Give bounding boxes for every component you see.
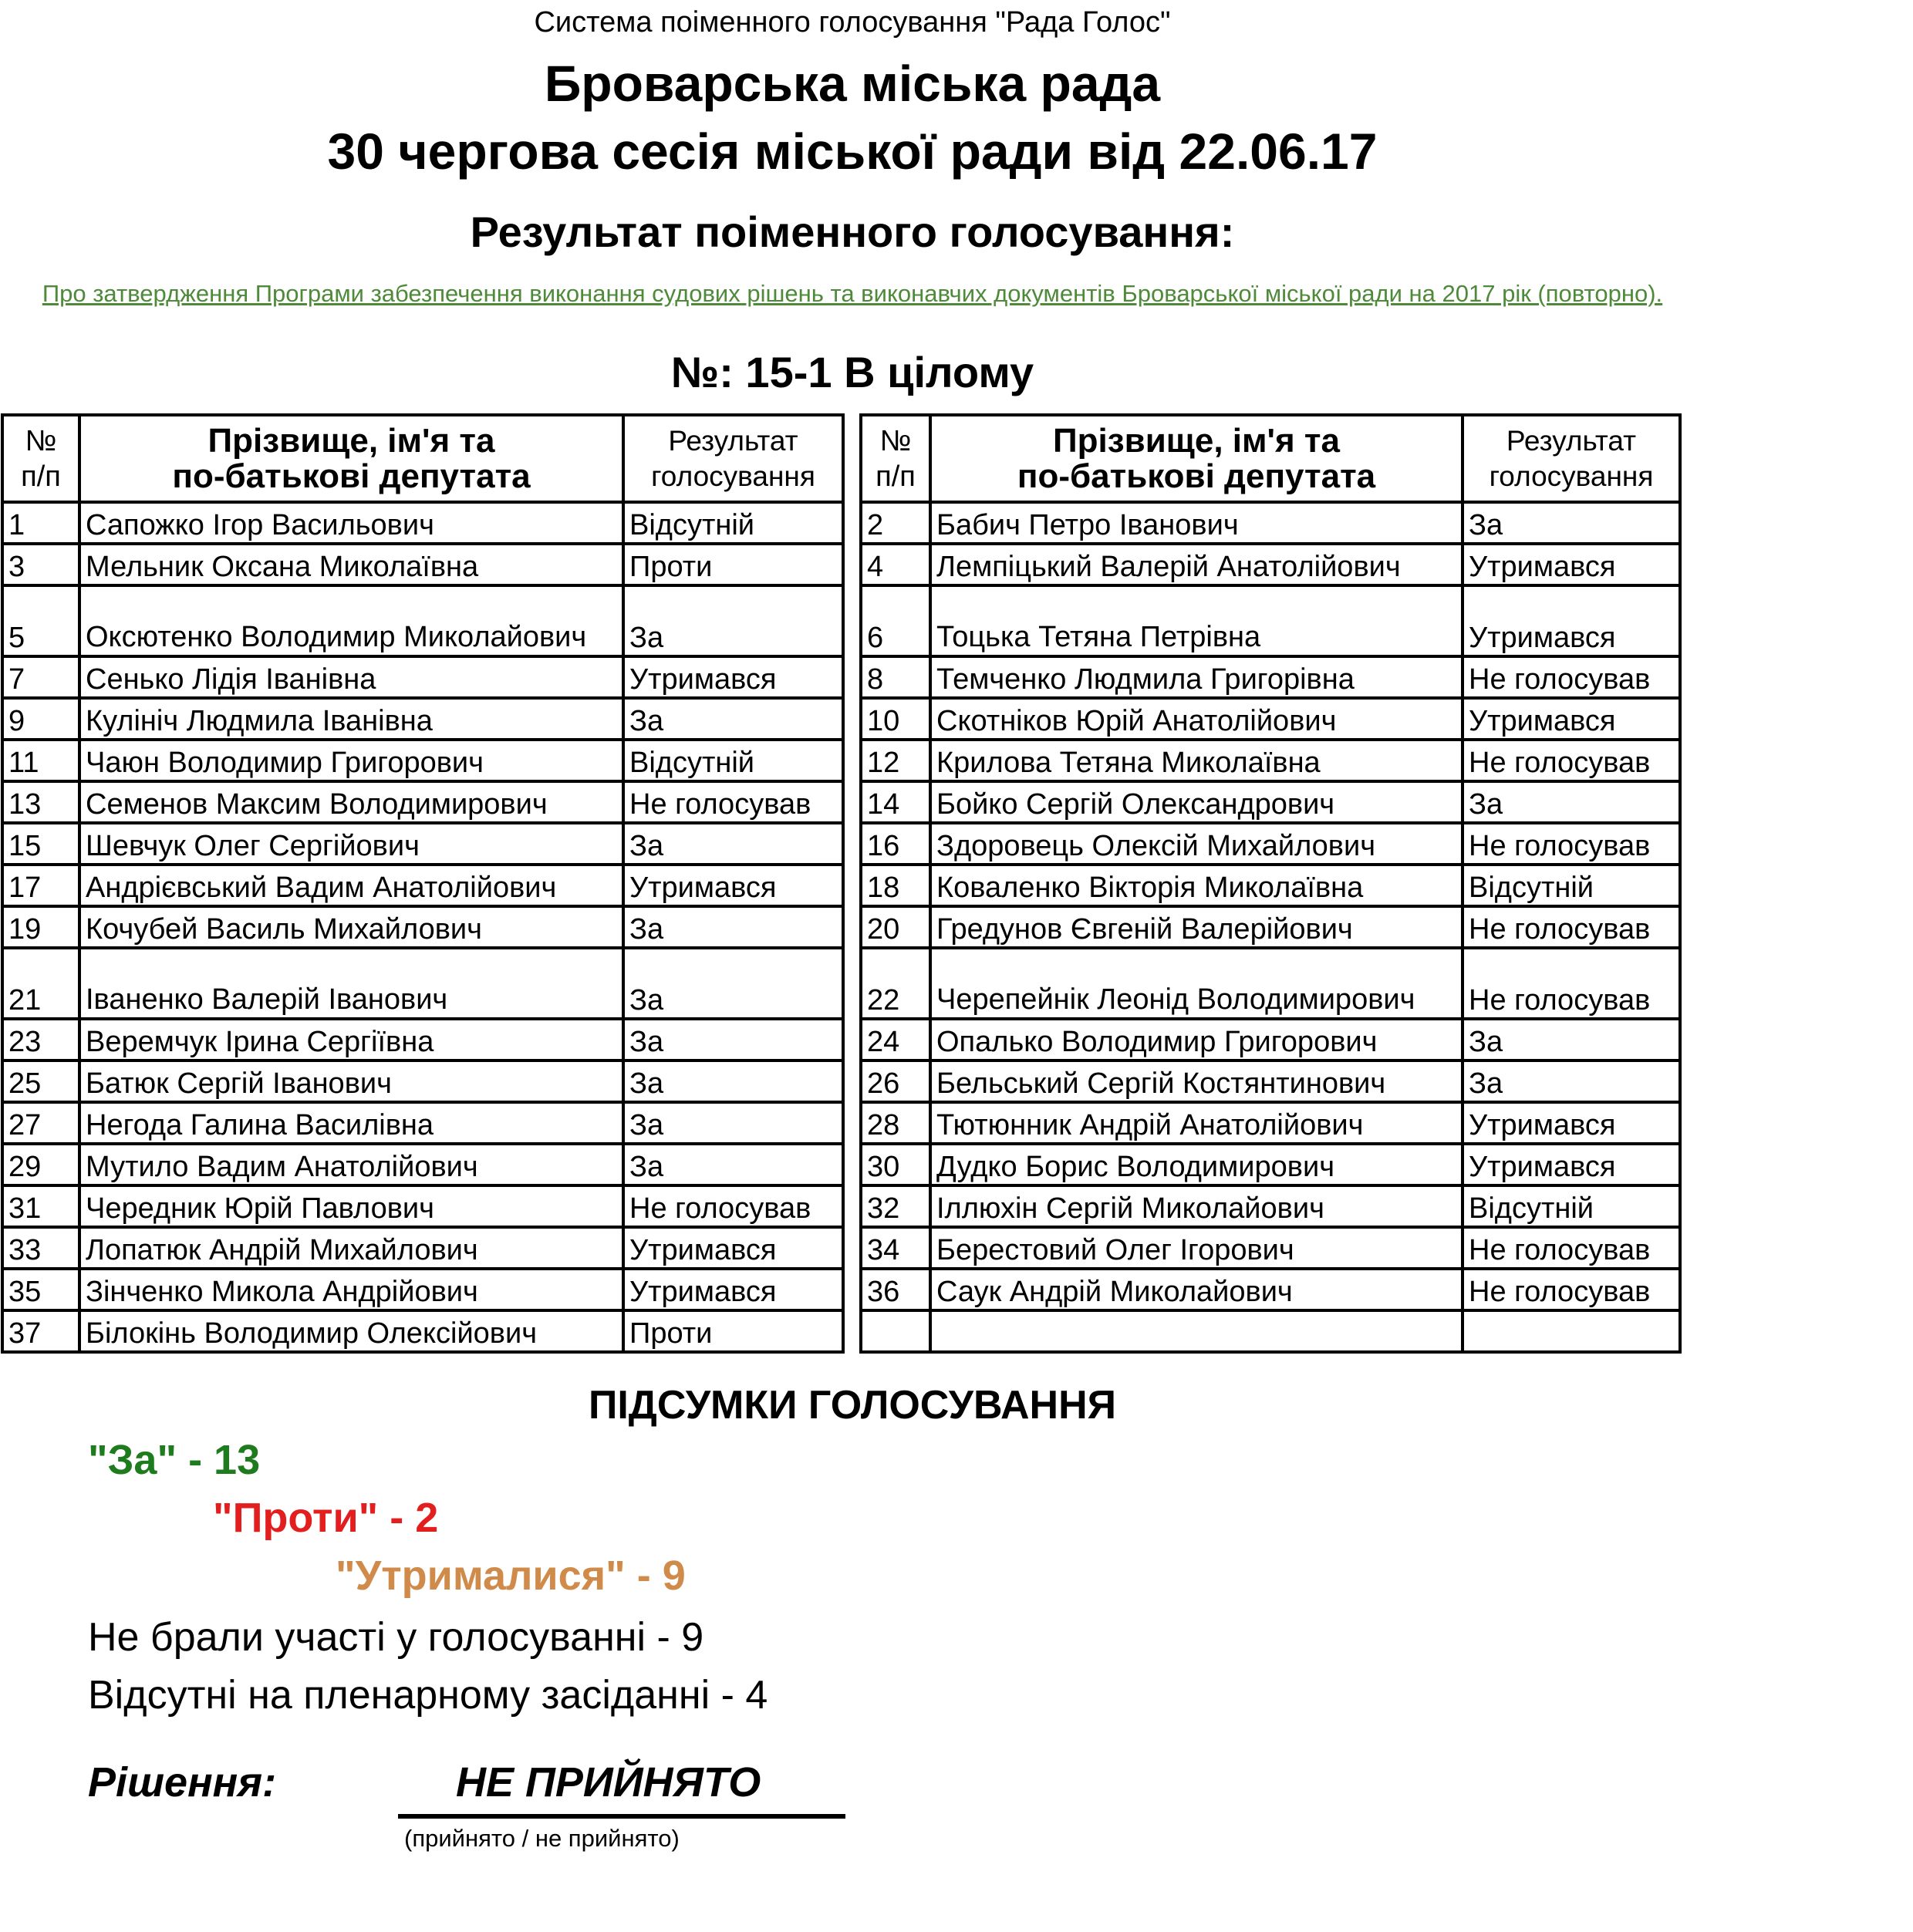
cell-name: Тютюнник Андрій Анатолійович [930, 1102, 1463, 1144]
col-header-result [1463, 415, 1680, 502]
cell-num: 21 [2, 948, 79, 1019]
cell-name: Веремчук Ірина Сергіївна [79, 1019, 623, 1060]
summary-title: ПІДСУМКИ ГОЛОСУВАННЯ [588, 1383, 1117, 1428]
decision-label: Рішення: [88, 1759, 277, 1806]
table-row [2, 1144, 843, 1185]
col-header-result-line1: Результат [668, 424, 798, 457]
table-row [2, 1227, 843, 1269]
cell-num: 14 [861, 781, 930, 823]
cell-name: Тоцька Тетяна Петрівна [930, 585, 1463, 656]
cell-num: 27 [2, 1102, 79, 1144]
cell-num: 30 [861, 1144, 930, 1185]
table-row [2, 1102, 843, 1144]
cell-result: За [623, 823, 843, 865]
col-header-number [2, 415, 79, 502]
cell-num: 8 [861, 656, 930, 698]
cell-result: Відсутній [1463, 1185, 1680, 1227]
cell-name: Батюк Сергій Іванович [79, 1060, 623, 1102]
cell-result: Відсутній [623, 740, 843, 781]
cell-name: Андрієвський Вадим Анатолійович [79, 865, 623, 906]
cell-num: 33 [2, 1227, 79, 1269]
table-row [861, 1019, 1680, 1060]
cell-name: Лопатюк Андрій Михайлович [79, 1227, 623, 1269]
cell-result: За [623, 1144, 843, 1185]
result-heading: Результат поіменного голосування: [470, 207, 1235, 256]
cell-num: 4 [861, 544, 930, 585]
cell-num: 23 [2, 1019, 79, 1060]
col-header-result-line2: голосування [651, 460, 815, 492]
cell-num: 24 [861, 1019, 930, 1060]
table-row [2, 656, 843, 698]
table-row [861, 1144, 1680, 1185]
table-row [861, 781, 1680, 823]
table-row [861, 740, 1680, 781]
cell-result: За [623, 906, 843, 948]
cell-name: Білокінь Володимир Олексійович [79, 1310, 623, 1352]
votes-table-left [1, 413, 845, 1354]
cell-result: Утримався [623, 1227, 843, 1269]
cell-name: Дудко Борис Володимирович [930, 1144, 1463, 1185]
cell-result: За [1463, 502, 1680, 544]
table-row [861, 865, 1680, 906]
cell-result: За [1463, 1019, 1680, 1060]
col-header-result [623, 415, 843, 502]
table-row [861, 698, 1680, 740]
cell-result: За [623, 1060, 843, 1102]
cell-name: Чередник Юрій Павлович [79, 1185, 623, 1227]
table-row [2, 1060, 843, 1102]
cell-result: Не голосував [1463, 1269, 1680, 1310]
cell-result: За [623, 698, 843, 740]
cell-result: За [1463, 1060, 1680, 1102]
col-header-number-line1: № [879, 424, 912, 457]
cell-num: 10 [861, 698, 930, 740]
votes-table-right [859, 413, 1682, 1354]
summary-against: "Проти" - 2 [213, 1495, 439, 1541]
cell-name: Іллюхін Сергій Миколайович [930, 1185, 1463, 1227]
col-header-result-line1: Результат [1506, 424, 1637, 457]
cell-name: Мутило Вадим Анатолійович [79, 1144, 623, 1185]
cell-name: Сапожко Ігор Васильович [79, 502, 623, 544]
topic-link[interactable]: Про затвердження Програми забезпечення виконання судових рішень та виконавчих документів Броварської міської ради на 2017 рік (повторно). [42, 280, 1663, 307]
cell-result: Утримався [623, 865, 843, 906]
cell-name: Здоровець Олексій Михайлович [930, 823, 1463, 865]
cell-result: Не голосував [623, 781, 843, 823]
cell-num: 13 [2, 781, 79, 823]
cell-name: Іваненко Валерій Іванович [79, 948, 623, 1019]
council-title: Броварська міська рада [544, 55, 1161, 112]
cell-name: Мельник Оксана Миколаївна [79, 544, 623, 585]
decision-hint: (прийнято / не прийнято) [404, 1825, 680, 1852]
cell-num: 2 [861, 502, 930, 544]
cell-result: За [623, 1019, 843, 1060]
cell-result: За [623, 948, 843, 1019]
table-row [861, 1060, 1680, 1102]
cell-name: Темченко Людмила Григорівна [930, 656, 1463, 698]
table-row [861, 823, 1680, 865]
cell-name: Чаюн Володимир Григорович [79, 740, 623, 781]
system-name: Система поіменного голосування "Рада Голос" [534, 6, 1171, 39]
cell-name: Коваленко Вікторія Миколаївна [930, 865, 1463, 906]
cell-name: Крилова Тетяна Миколаївна [930, 740, 1463, 781]
col-header-name-line1: Прізвище, ім'я та [1053, 421, 1340, 460]
cell-result: Утримався [623, 1269, 843, 1310]
table-row [861, 1269, 1680, 1310]
cell-num: 25 [2, 1060, 79, 1102]
cell-result: Утримався [1463, 698, 1680, 740]
cell-name: Берестовий Олег Ігорович [930, 1227, 1463, 1269]
table-row [861, 1185, 1680, 1227]
cell-name: Черепейнік Леонід Володимирович [930, 948, 1463, 1019]
col-header-number [861, 415, 930, 502]
cell-name: Опалько Володимир Григорович [930, 1019, 1463, 1060]
cell-num: 12 [861, 740, 930, 781]
cell-result: Не голосував [1463, 740, 1680, 781]
cell-num: 11 [2, 740, 79, 781]
table-row [861, 585, 1680, 656]
cell-num: 20 [861, 906, 930, 948]
cell-num: 26 [861, 1060, 930, 1102]
cell-num: 1 [2, 502, 79, 544]
table-row [861, 502, 1680, 544]
cell-num: 16 [861, 823, 930, 865]
cell-name [930, 1310, 1463, 1352]
cell-name: Саук Андрій Миколайович [930, 1269, 1463, 1310]
cell-num: 34 [861, 1227, 930, 1269]
cell-result: За [623, 585, 843, 656]
col-header-name [930, 415, 1463, 502]
cell-num: 37 [2, 1310, 79, 1352]
cell-result: Утримався [1463, 585, 1680, 656]
table-row [2, 1019, 843, 1060]
col-header-name [79, 415, 623, 502]
cell-num: 17 [2, 865, 79, 906]
table-row [2, 948, 843, 1019]
table-row [2, 544, 843, 585]
session-title: 30 чергова сесія міської ради від 22.06.17 [327, 123, 1378, 180]
cell-result: Утримався [1463, 1102, 1680, 1144]
col-header-name-line1: Прізвище, ім'я та [207, 421, 495, 460]
decision-underline [398, 1814, 845, 1819]
col-header-number-line2: п/п [21, 460, 61, 493]
table-header-row [861, 415, 1680, 502]
table-row [2, 585, 843, 656]
cell-result: Проти [623, 1310, 843, 1352]
cell-name: Бойко Сергій Олександрович [930, 781, 1463, 823]
cell-num: 28 [861, 1102, 930, 1144]
summary-not-voted: Не брали участі у голосуванні - 9 [88, 1615, 704, 1660]
table-row [2, 1269, 843, 1310]
col-header-result-line2: голосування [1489, 460, 1654, 492]
cell-result: Утримався [1463, 1144, 1680, 1185]
cell-name: Бельський Сергій Костянтинович [930, 1060, 1463, 1102]
cell-name: Шевчук Олег Сергійович [79, 823, 623, 865]
cell-num: 6 [861, 585, 930, 656]
cell-name: Зінченко Микола Андрійович [79, 1269, 623, 1310]
cell-name: Бабич Петро Іванович [930, 502, 1463, 544]
cell-num: 15 [2, 823, 79, 865]
cell-num: 36 [861, 1269, 930, 1310]
table-row [2, 740, 843, 781]
summary-abstained: "Утрималися" - 9 [336, 1553, 686, 1599]
cell-result: За [623, 1102, 843, 1144]
vote-number: №: 15-1 В цілому [670, 348, 1034, 396]
table-row [2, 1185, 843, 1227]
table-row [861, 1310, 1680, 1352]
cell-name: Оксютенко Володимир Миколайович [79, 585, 623, 656]
summary-absent: Відсутні на пленарному засіданні - 4 [88, 1673, 768, 1718]
cell-result: Відсутній [1463, 865, 1680, 906]
table-row [861, 1227, 1680, 1269]
cell-name: Семенов Максим Володимирович [79, 781, 623, 823]
col-header-name-line2: по-батькові депутата [172, 457, 531, 495]
cell-result: Утримався [1463, 544, 1680, 585]
cell-name: Лемпіцький Валерій Анатолійович [930, 544, 1463, 585]
cell-name: Кочубей Василь Михайлович [79, 906, 623, 948]
table-row [2, 502, 843, 544]
cell-num: 19 [2, 906, 79, 948]
cell-result: За [1463, 781, 1680, 823]
table-row [2, 865, 843, 906]
col-header-number-line1: № [25, 424, 57, 457]
col-header-number-line2: п/п [876, 460, 916, 493]
cell-name: Негода Галина Василівна [79, 1102, 623, 1144]
cell-name: Сенько Лідія Іванівна [79, 656, 623, 698]
cell-num: 31 [2, 1185, 79, 1227]
table-row [2, 823, 843, 865]
table-row [861, 948, 1680, 1019]
cell-num: 3 [2, 544, 79, 585]
cell-name: Кулініч Людмила Іванівна [79, 698, 623, 740]
cell-num: 22 [861, 948, 930, 1019]
cell-num: 7 [2, 656, 79, 698]
cell-num: 5 [2, 585, 79, 656]
cell-result [1463, 1310, 1680, 1352]
cell-result: Утримався [623, 656, 843, 698]
table-row [861, 656, 1680, 698]
cell-num: 18 [861, 865, 930, 906]
cell-result: Не голосував [1463, 823, 1680, 865]
table-row [861, 906, 1680, 948]
cell-name: Скотніков Юрій Анатолійович [930, 698, 1463, 740]
table-row [2, 698, 843, 740]
cell-num: 29 [2, 1144, 79, 1185]
cell-result: Проти [623, 544, 843, 585]
table-row [2, 906, 843, 948]
cell-result: Відсутній [623, 502, 843, 544]
table-row [861, 1102, 1680, 1144]
cell-result: Не голосував [1463, 656, 1680, 698]
cell-num: 32 [861, 1185, 930, 1227]
table-header-row [2, 415, 843, 502]
summary-for: "За" - 13 [88, 1437, 261, 1483]
cell-num: 35 [2, 1269, 79, 1310]
cell-result: Не голосував [623, 1185, 843, 1227]
cell-result: Не голосував [1463, 1227, 1680, 1269]
cell-name: Гредунов Євгеній Валерійович [930, 906, 1463, 948]
col-header-name-line2: по-батькові депутата [1017, 457, 1376, 495]
table-row [861, 544, 1680, 585]
cell-num: 9 [2, 698, 79, 740]
cell-result: Не голосував [1463, 948, 1680, 1019]
table-row [2, 781, 843, 823]
cell-result: Не голосував [1463, 906, 1680, 948]
cell-num [861, 1310, 930, 1352]
table-row [2, 1310, 843, 1352]
decision-value: НЕ ПРИЙНЯТО [456, 1759, 761, 1806]
